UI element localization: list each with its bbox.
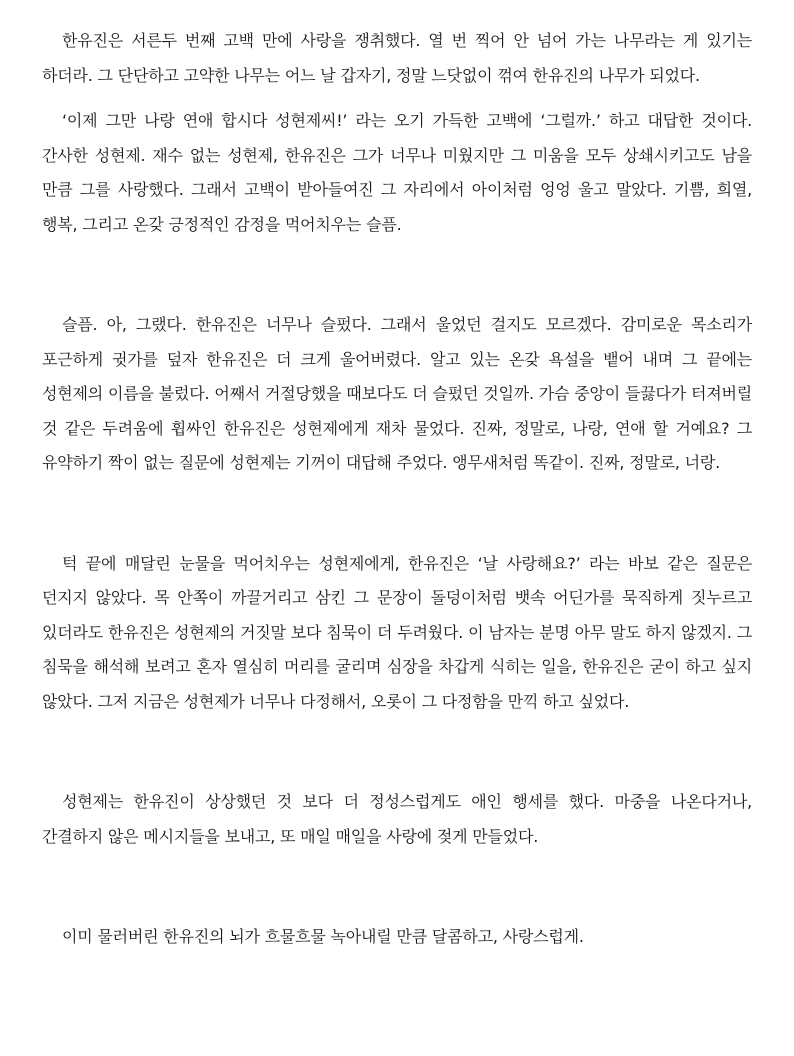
paragraph-6: 이미 물러버린 한유진의 뇌가 흐물흐물 녹아내릴 만큼 달콤하고, 사랑스럽게. xyxy=(62,927,584,946)
paragraph-4: 턱 끝에 매달린 눈물을 먹어치우는 성현제에게, 한유진은 ‘날 사랑해요?’ 라는 바보 같은 질문은 던지지 않았다. 목 안쪽이 까끌거리고 삼킨 그 문장이 돌덩이처럼 뱃속 어딘가를 묵직하게 짓누르고 있더라도 한유진은 성현제의 거짓말 보다 침묵이 더 두려웠다. 이 남자는 분명 아무 말도 하지 않겠지. 그 침묵을 해석해 보려고 혼자 열심히 머리를 굴리며 심장을 차갑게 식히는 일을, 한유진은 굳이 하고 싶지 않았다. 그저 지금은 성현제가 너무나 다정해서, 오롯이 그 다정함을 만끽 하고 싶었다. xyxy=(42,553,752,711)
document-page xyxy=(42,24,752,955)
paragraph-3: 슬픔. 아, 그랬다. 한유진은 너무나 슬펐다. 그래서 울었던 걸지도 모르겠다. 감미로운 목소리가 포근하게 귓가를 덮자 한유진은 더 크게 울어버렸다. 알고 있는 온갖 욕설을 뱉어 내며 그 끝에는 성현제의 이름을 불렀다. 어째서 거절당했을 때보다도 더 슬펐던 것일까. 가슴 중앙이 들끓다가 터져버릴 것 같은 두려움에 휩싸인 한유진은 성현제에게 재차 물었다. 진짜, 정말로, 나랑, 연애 할 거예요? 그 유약하기 짝이 없는 질문에 성현제는 기꺼이 대답해 주었다. 앵무새처럼 똑같이. 진짜, 정말로, 너랑. xyxy=(42,315,752,472)
paragraph-1: 한유진은 서른두 번째 고백 만에 사랑을 쟁취했다. 열 번 찍어 안 넘어 가는 나무라는 게 있기는 하더라. 그 단단하고 고약한 나무는 어느 날 갑자기, 정말 느닷없이 꺾여 한유진의 나무가 되었다. xyxy=(42,31,752,85)
paragraph-5: 성현제는 한유진이 상상했던 것 보다 더 정성스럽게도 애인 행세를 했다. 마중을 나온다거나, 간결하지 않은 메시지들을 보내고, 또 매일 매일을 사랑에 젖게 만들었다. xyxy=(42,792,752,846)
paragraph-2: ‘이제 그만 나랑 연애 합시다 성현제씨!’ 라는 오기 가득한 고백에 ‘그럴까.’ 하고 대답한 것이다. 간사한 성현제. 재수 없는 성현제, 한유진은 그가 너무나 미웠지만 그 미움을 모두 상쇄시키고도 남을 만큼 그를 사랑했다. 그래서 고백이 받아들여진 그 자리에서 아이처럼 엉엉 울고 말았다. 기쁨, 희열, 행복, 그리고 온갖 긍정적인 감정을 먹어치우는 슬픔. xyxy=(42,111,752,234)
